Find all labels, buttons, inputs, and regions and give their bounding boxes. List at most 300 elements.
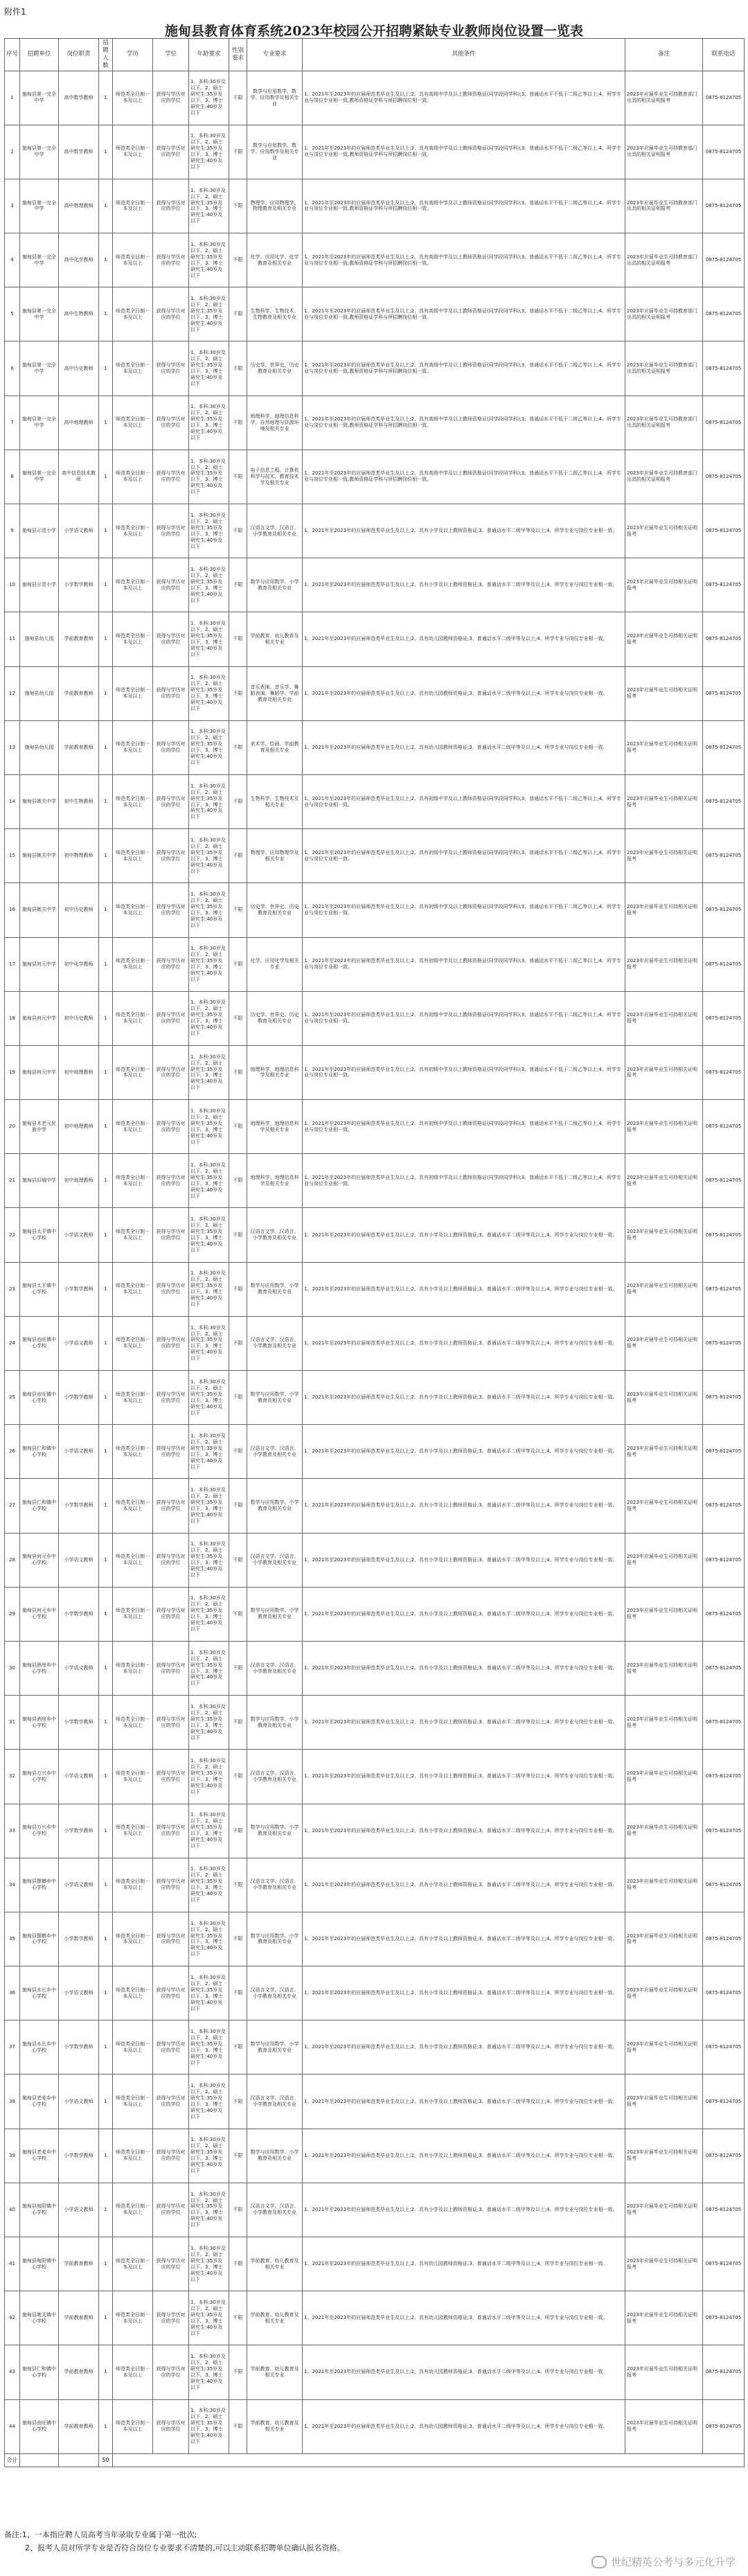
total-row <box>5 2453 745 2467</box>
row-note: 2023年应届毕业生可持相关证明报考 <box>625 2183 703 2237</box>
row-phone: 0875-8124705 <box>703 2183 745 2237</box>
row-unit: 施甸县何元中学 <box>20 991 59 1045</box>
table-row <box>5 829 745 883</box>
row-note: 2023年应届毕业生可持相关证明报考 <box>625 558 703 612</box>
row-sex: 不限 <box>229 1045 247 1099</box>
row-number: 24 <box>5 1316 20 1370</box>
row-conditions: 1、2021年至2023年的应届师范类毕业生及以上;2、具有初级中学及以上教师资格证(同学段同学科);3、普通话水平不低于二级乙等以上;4、所学专业与岗位专业相一致。 <box>303 991 625 1045</box>
row-age: 1、本科:30岁及以下。2、硕士研究生:35岁及以下。3、博士研究生:40岁及以下 <box>189 937 229 991</box>
row-age: 1、本科:30岁及以下。2、硕士研究生:35岁及以下。3、博士研究生:40岁及以下 <box>189 1641 229 1695</box>
row-sex: 不限 <box>229 1858 247 1912</box>
row-number: 19 <box>5 1045 20 1099</box>
row-phone: 0875-8124705 <box>703 991 745 1045</box>
row-count: 1 <box>99 558 113 612</box>
row-age: 1、本科:30岁及以下。2、硕士研究生:35岁及以下。3、博士研究生:40岁及以下 <box>189 2399 229 2453</box>
row-count: 1 <box>99 1533 113 1587</box>
row-note: 2023年应届毕业生可持教育部门出具的相关证明报考 <box>625 179 703 233</box>
total-label: 合计 <box>5 2453 20 2467</box>
row-education: 师范类全日制一本及以上 <box>113 937 153 991</box>
table-row <box>5 2020 745 2075</box>
row-note: 2023年应届毕业生可持相关证明报考 <box>625 1966 703 2020</box>
row-number: 14 <box>5 774 20 828</box>
row-major: 历史学、世界史、历史教育及相关专业 <box>247 341 303 396</box>
table-row <box>5 2237 745 2291</box>
row-major: 地理科学、地理信息科学及相关专业 <box>247 1100 303 1154</box>
row-major: 学前教育、幼儿教育及相关专业 <box>247 2291 303 2345</box>
row-number: 31 <box>5 1696 20 1750</box>
row-number: 18 <box>5 991 20 1045</box>
table-row <box>5 287 745 341</box>
row-note: 2023年应届毕业生可持相关证明报考 <box>625 829 703 883</box>
table-row <box>5 396 745 450</box>
row-phone: 0875-8124705 <box>703 1479 745 1533</box>
row-number: 35 <box>5 1912 20 1966</box>
row-degree: 获得与学历对应的学位 <box>153 1100 189 1154</box>
table-row <box>5 1912 745 1966</box>
row-number: 32 <box>5 1750 20 1804</box>
row-age: 1、本科:30岁及以下。2、硕士研究生:35岁及以下。3、博士研究生:40岁及以下 <box>189 774 229 828</box>
row-number: 28 <box>5 1533 20 1587</box>
row-major: 物理学、应用物理学、物理教育及相关专业 <box>247 179 303 233</box>
row-number: 41 <box>5 2237 20 2291</box>
row-note: 2023年应届毕业生可持教育部门出具的相关证明报考 <box>625 71 703 125</box>
row-post: 小学语文教师 <box>59 1533 99 1587</box>
row-age: 1、本科:30岁及以下。2、硕士研究生:35岁及以下。3、博士研究生:40岁及以下 <box>189 1912 229 1966</box>
row-degree: 获得与学历对应的学位 <box>153 666 189 720</box>
row-conditions: 1、2021年至2023年的应届师范类毕业生及以上;2、具有初级中学及以上教师资格证(同学段同学科);3、普通话水平不低于二级乙等以上;4、所学专业与岗位专业相一致。 <box>303 774 625 828</box>
row-count: 1 <box>99 450 113 504</box>
table-row <box>5 883 745 937</box>
row-sex: 不限 <box>229 2345 247 2399</box>
row-phone: 0875-8124705 <box>703 287 745 341</box>
row-note: 2023年应届毕业生可持教育部门出具的相关证明报考 <box>625 341 703 396</box>
row-age: 1、本科:30岁及以下。2、硕士研究生:35岁及以下。3、博士研究生:40岁及以下 <box>189 1208 229 1262</box>
row-degree: 获得与学历对应的学位 <box>153 720 189 774</box>
row-note: 2023年应届毕业生可持相关证明报考 <box>625 1208 703 1262</box>
row-degree: 获得与学历对应的学位 <box>153 1316 189 1370</box>
row-count: 1 <box>99 2020 113 2075</box>
row-degree: 获得与学历对应的学位 <box>153 2345 189 2399</box>
row-age: 1、本科:30岁及以下。2、硕士研究生:35岁及以下。3、博士研究生:40岁及以下 <box>189 2075 229 2129</box>
row-conditions: 1、2021年至2023年的应届师范类毕业生及以上;2、具有小学及以上教师资格证;3、普通话水平二级甲等及以上;4、所学专业与岗位专业相一致。 <box>303 1587 625 1641</box>
row-unit: 施甸县酒房乡中心学校 <box>20 1641 59 1695</box>
row-degree: 获得与学历对应的学位 <box>153 1966 189 2020</box>
row-degree: 获得与学历对应的学位 <box>153 179 189 233</box>
row-post: 小学语文教师 <box>59 2183 99 2237</box>
row-major: 汉语言文学、汉语言、小学教育及相关专业 <box>247 1533 303 1587</box>
row-count: 1 <box>99 2183 113 2237</box>
row-note: 2023年应届毕业生可持相关证明报考 <box>625 1045 703 1099</box>
row-education: 师范类全日制一本及以上 <box>113 2345 153 2399</box>
row-degree: 获得与学历对应的学位 <box>153 71 189 125</box>
row-sex: 不限 <box>229 450 247 504</box>
row-degree: 获得与学历对应的学位 <box>153 504 189 558</box>
table-row <box>5 1045 745 1099</box>
row-unit: 施甸县幼儿园 <box>20 666 59 720</box>
row-age: 1、本科:30岁及以下。2、硕士研究生:35岁及以下。3、博士研究生:40岁及以下 <box>189 2291 229 2345</box>
row-post: 学前教育教师 <box>59 2399 99 2453</box>
row-education: 师范类全日制一本及以上 <box>113 1533 153 1587</box>
row-age: 1、本科:30岁及以下。2、硕士研究生:35岁及以下。3、博士研究生:40岁及以下 <box>189 2237 229 2291</box>
row-sex: 不限 <box>229 1262 247 1316</box>
row-education: 师范类全日制一本及以上 <box>113 1587 153 1641</box>
row-post: 小学数学教师 <box>59 558 99 612</box>
row-count: 1 <box>99 2129 113 2183</box>
row-number: 5 <box>5 287 20 341</box>
row-conditions: 1、2021年至2023年的应届师范类毕业生及以上;2、具有小学及以上教师资格证;3、普通话水平二级甲等及以上;4、所学专业与岗位专业相一致。 <box>303 1696 625 1750</box>
footnotes <box>4 2528 345 2555</box>
row-unit: 施甸县水长乡中心学校 <box>20 1966 59 2020</box>
row-post: 小学数学教师 <box>59 2129 99 2183</box>
table-row <box>5 1479 745 1533</box>
row-conditions: 1、2021年至2023年的应届师范类毕业生及以上;2、具有高级中学及以上教师资格证(同学段同学科);3、普通话水平不低于二级乙等以上;4、所学专业与岗位专业相一致,教师资格证学科与所招聘岗位相一致。 <box>303 287 625 341</box>
row-conditions: 1、2021年至2023年的应届师范类毕业生及以上;2、具有幼儿园教师资格证;3、普通话水平二级甲等及以上;4、所学专业与岗位专业相一致。 <box>303 612 625 666</box>
row-sex: 不限 <box>229 612 247 666</box>
row-conditions: 1、2021年至2023年的应届师范类毕业生及以上;2、具有幼儿园教师资格证;3、普通话水平二级甲等及以上;4、所学专业与岗位专业相一致。 <box>303 2291 625 2345</box>
row-education: 师范类全日制一本及以上 <box>113 720 153 774</box>
row-note: 2023年应届毕业生可持相关证明报考 <box>625 2075 703 2129</box>
row-degree: 获得与学历对应的学位 <box>153 1750 189 1804</box>
row-note: 2023年应届毕业生可持相关证明报考 <box>625 1262 703 1316</box>
row-education: 师范类全日制一本及以上 <box>113 2399 153 2453</box>
row-sex: 不限 <box>229 937 247 991</box>
row-number: 33 <box>5 1804 20 1858</box>
row-unit: 施甸县旧城中学 <box>20 1154 59 1208</box>
row-conditions: 1、2021年至2023年的应届师范类毕业生及以上;2、具有高级中学及以上教师资格证(同学段同学科);3、普通话水平不低于二级乙等以上;4、所学专业与岗位专业相一致,教师资格证学科与所招聘岗位相一致。 <box>303 396 625 450</box>
row-note: 2023年应届毕业生可持教育部门出具的相关证明报考 <box>625 287 703 341</box>
row-education: 师范类全日制一本及以上 <box>113 1100 153 1154</box>
row-note: 2023年应届毕业生可持相关证明报考 <box>625 1154 703 1208</box>
row-number: 15 <box>5 829 20 883</box>
row-post: 小学数学教师 <box>59 1696 99 1750</box>
row-note: 2023年应届毕业生可持相关证明报考 <box>625 883 703 937</box>
table-row <box>5 1371 745 1425</box>
row-degree: 获得与学历对应的学位 <box>153 396 189 450</box>
row-sex: 不限 <box>229 1533 247 1587</box>
table-row <box>5 71 745 125</box>
row-age: 1、本科:30岁及以下。2、硕士研究生:35岁及以下。3、博士研究生:40岁及以下 <box>189 720 229 774</box>
row-number: 27 <box>5 1479 20 1533</box>
row-major: 数学与应用数学、小学教育及相关专业 <box>247 2129 303 2183</box>
row-count: 1 <box>99 341 113 396</box>
row-degree: 获得与学历对应的学位 <box>153 341 189 396</box>
row-age: 1、本科:30岁及以下。2、硕士研究生:35岁及以下。3、博士研究生:40岁及以下 <box>189 1045 229 1099</box>
row-age: 1、本科:30岁及以下。2、硕士研究生:35岁及以下。3、博士研究生:40岁及以下 <box>189 233 229 287</box>
row-unit: 施甸县第一完全中学 <box>20 179 59 233</box>
row-phone: 0875-8124705 <box>703 1912 745 1966</box>
row-unit: 施甸县酒房乡中心学校 <box>20 1696 59 1750</box>
row-degree: 获得与学历对应的学位 <box>153 1533 189 1587</box>
row-count: 1 <box>99 1100 113 1154</box>
row-education: 师范类全日制一本及以上 <box>113 2291 153 2345</box>
row-conditions: 1、2021年至2023年的应届师范类毕业生及以上;2、具有小学及以上教师资格证;3、普通话水平二级甲等及以上;4、所学专业与岗位专业相一致。 <box>303 1858 625 1912</box>
row-conditions: 1、2021年至2023年的应届师范类毕业生及以上;2、具有小学及以上教师资格证;3、普通话水平二级甲等及以上;4、所学专业与岗位专业相一致。 <box>303 1912 625 1966</box>
row-post: 学前教育教师 <box>59 666 99 720</box>
row-education: 师范类全日制一本及以上 <box>113 1371 153 1425</box>
row-sex: 不限 <box>229 774 247 828</box>
row-major: 数学与应用数学、小学教育及相关专业 <box>247 1587 303 1641</box>
row-sex: 不限 <box>229 2291 247 2345</box>
row-degree: 获得与学历对应的学位 <box>153 1371 189 1425</box>
row-education: 师范类全日制一本及以上 <box>113 1316 153 1370</box>
row-unit: 施甸县示范小学 <box>20 558 59 612</box>
row-age: 1、本科:30岁及以下。2、硕士研究生:35岁及以下。3、博士研究生:40岁及以下 <box>189 2129 229 2183</box>
table-row <box>5 1750 745 1804</box>
row-education: 师范类全日制一本及以上 <box>113 774 153 828</box>
row-major: 生物科学、生物技术、生物教育及相关专业 <box>247 287 303 341</box>
row-sex: 不限 <box>229 558 247 612</box>
row-number: 26 <box>5 1425 20 1479</box>
row-post: 初中地理教师 <box>59 1154 99 1208</box>
row-number: 36 <box>5 1966 20 2020</box>
row-conditions: 1、2021年至2023年的应届师范类毕业生及以上;2、具有初级中学及以上教师资格证(同学段同学科);3、普通话水平不低于二级乙等以上;4、所学专业与岗位专业相一致。 <box>303 1045 625 1099</box>
row-education: 师范类全日制一本及以上 <box>113 1479 153 1533</box>
row-phone: 0875-8124705 <box>703 2075 745 2129</box>
row-unit: 施甸县何元乡中心学校 <box>20 1533 59 1587</box>
row-post: 学前教育教师 <box>59 2291 99 2345</box>
row-major: 汉语言文学、汉语言、小学教育及相关专业 <box>247 1641 303 1695</box>
row-count: 1 <box>99 125 113 179</box>
row-unit: 施甸县姚关中学 <box>20 774 59 828</box>
row-number: 34 <box>5 1858 20 1912</box>
row-count: 1 <box>99 774 113 828</box>
row-degree: 获得与学历对应的学位 <box>153 612 189 666</box>
row-degree: 获得与学历对应的学位 <box>153 1262 189 1316</box>
row-note: 2023年应届毕业生可持相关证明报考 <box>625 504 703 558</box>
table-row <box>5 1966 745 2020</box>
header-cell: 序号 <box>5 39 20 71</box>
row-count: 1 <box>99 287 113 341</box>
row-degree: 获得与学历对应的学位 <box>153 774 189 828</box>
row-conditions: 1、2021年至2023年的应届师范类毕业生及以上;2、具有小学及以上教师资格证;3、普通话水平二级甲等及以上;4、所学专业与岗位专业相一致。 <box>303 2129 625 2183</box>
row-number: 22 <box>5 1208 20 1262</box>
row-major: 学前教育、幼儿教育及相关专业 <box>247 2237 303 2291</box>
row-count: 1 <box>99 1371 113 1425</box>
row-major: 汉语言文学、汉语言、小学教育及相关专业 <box>247 1316 303 1370</box>
row-phone: 0875-8124705 <box>703 2237 745 2291</box>
row-age: 1、本科:30岁及以下。2、硕士研究生:35岁及以下。3、博士研究生:40岁及以下 <box>189 2345 229 2399</box>
row-sex: 不限 <box>229 1316 247 1370</box>
row-phone: 0875-8124705 <box>703 2399 745 2453</box>
row-major: 历史学、世界史、历史教育及相关专业 <box>247 991 303 1045</box>
row-education: 师范类全日制一本及以上 <box>113 558 153 612</box>
row-sex: 不限 <box>229 1425 247 1479</box>
row-major: 汉语言文学、汉语言、小学教育及相关专业 <box>247 504 303 558</box>
row-post: 初中化学教师 <box>59 937 99 991</box>
wechat-icon <box>591 2556 607 2568</box>
row-conditions: 1、2021年至2023年的应届师范类毕业生及以上;2、具有初级中学及以上教师资格证(同学段同学科);3、普通话水平不低于二级乙等以上;4、所学专业与岗位专业相一致。 <box>303 1154 625 1208</box>
row-count: 1 <box>99 1262 113 1316</box>
row-age: 1、本科:30岁及以下。2、硕士研究生:35岁及以下。3、博士研究生:40岁及以下 <box>189 287 229 341</box>
row-unit: 施甸县水长乡中心学校 <box>20 2020 59 2075</box>
row-degree: 获得与学历对应的学位 <box>153 450 189 504</box>
row-age: 1、本科:30岁及以下。2、硕士研究生:35岁及以下。3、博士研究生:40岁及以下 <box>189 1696 229 1750</box>
row-phone: 0875-8124705 <box>703 396 745 450</box>
row-conditions: 1、2021年至2023年的应届师范类毕业生及以上;2、具有小学及以上教师资格证;3、普通话水平二级甲等及以上;4、所学专业与岗位专业相一致。 <box>303 2183 625 2237</box>
row-conditions: 1、2021年至2023年的应届师范类毕业生及以上;2、具有高级中学及以上教师资格证(同学段同学科);3、普通话水平不低于二级乙等以上;4、所学专业与岗位专业相一致,教师资格证学科与所招聘岗位相一致。 <box>303 450 625 504</box>
row-unit: 施甸县太平镇中心学校 <box>20 1208 59 1262</box>
row-education: 师范类全日制一本及以上 <box>113 1045 153 1099</box>
row-post: 学前教育教师 <box>59 720 99 774</box>
row-conditions: 1、2021年至2023年的应届师范类毕业生及以上;2、具有幼儿园教师资格证;3、普通话水平二级甲等及以上;4、所学专业与岗位专业相一致。 <box>303 720 625 774</box>
row-major: 电子信息工程、计算机科学与技术、教育技术学及相关专业 <box>247 450 303 504</box>
row-phone: 0875-8124705 <box>703 1966 745 2020</box>
row-number: 6 <box>5 341 20 396</box>
row-conditions: 1、2021年至2023年的应届师范类毕业生及以上;2、具有小学及以上教师资格证;3、普通话水平二级甲等及以上;4、所学专业与岗位专业相一致。 <box>303 1262 625 1316</box>
row-age: 1、本科:30岁及以下。2、硕士研究生:35岁及以下。3、博士研究生:40岁及以下 <box>189 341 229 396</box>
row-count: 1 <box>99 1641 113 1695</box>
row-post: 小学语文教师 <box>59 1858 99 1912</box>
row-unit: 施甸县仁和镇中心学校 <box>20 1479 59 1533</box>
row-post: 学前教育教师 <box>59 2237 99 2291</box>
positions-table <box>4 38 745 2467</box>
row-count: 1 <box>99 1750 113 1804</box>
row-unit: 施甸县木老元民族中学 <box>20 1100 59 1154</box>
row-note: 2023年应届毕业生可持相关证明报考 <box>625 2020 703 2075</box>
row-age: 1、本科:30岁及以下。2、硕士研究生:35岁及以下。3、博士研究生:40岁及以下 <box>189 1479 229 1533</box>
row-sex: 不限 <box>229 1371 247 1425</box>
header-cell: 学历 <box>113 39 153 71</box>
row-sex: 不限 <box>229 1696 247 1750</box>
total-empty-cell <box>59 2453 99 2467</box>
table-row <box>5 2345 745 2399</box>
row-age: 1、本科:30岁及以下。2、硕士研究生:35岁及以下。3、博士研究生:40岁及以下 <box>189 1154 229 1208</box>
row-conditions: 1、2021年至2023年的应届师范类毕业生及以上;2、具有初级中学及以上教师资格证(同学段同学科);3、普通话水平不低于二级乙等以上;4、所学专业与岗位专业相一致。 <box>303 1100 625 1154</box>
row-education: 师范类全日制一本及以上 <box>113 1425 153 1479</box>
row-education: 师范类全日制一本及以上 <box>113 1750 153 1804</box>
row-education: 师范类全日制一本及以上 <box>113 883 153 937</box>
row-count: 1 <box>99 1316 113 1370</box>
row-conditions: 1、2021年至2023年的应届师范类毕业生及以上;2、具有初级中学及以上教师资格证(同学段同学科);3、普通话水平不低于二级乙等以上;4、所学专业与岗位专业相一致。 <box>303 883 625 937</box>
row-education: 师范类全日制一本及以上 <box>113 1154 153 1208</box>
row-major: 音乐表演、音乐学、舞蹈表演、舞蹈学、学前教育及相关专业 <box>247 666 303 720</box>
table-row <box>5 612 745 666</box>
table-row <box>5 991 745 1045</box>
row-count: 1 <box>99 2345 113 2399</box>
row-unit: 施甸县万兴乡中心学校 <box>20 1804 59 1858</box>
row-sex: 不限 <box>229 1154 247 1208</box>
row-unit: 施甸县何元乡中心学校 <box>20 1587 59 1641</box>
row-degree: 获得与学历对应的学位 <box>153 2020 189 2075</box>
row-sex: 不限 <box>229 179 247 233</box>
row-note: 2023年应届毕业生可持相关证明报考 <box>625 1641 703 1695</box>
row-education: 师范类全日制一本及以上 <box>113 1641 153 1695</box>
row-note: 2023年应届毕业生可持相关证明报考 <box>625 937 703 991</box>
header-cell: 专业要求 <box>247 39 303 71</box>
row-age: 1、本科:30岁及以下。2、硕士研究生:35岁及以下。3、博士研究生:40岁及以下 <box>189 504 229 558</box>
row-number: 13 <box>5 720 20 774</box>
row-education: 师范类全日制一本及以上 <box>113 1208 153 1262</box>
row-sex: 不限 <box>229 666 247 720</box>
row-phone: 0875-8124705 <box>703 1262 745 1316</box>
row-phone: 0875-8124705 <box>703 883 745 937</box>
row-post: 初中地理教师 <box>59 1100 99 1154</box>
row-post: 高中数学教师 <box>59 71 99 125</box>
table-row <box>5 1262 745 1316</box>
row-unit: 施甸县仁和镇中心学校 <box>20 1425 59 1479</box>
table-row <box>5 558 745 612</box>
row-sex: 不限 <box>229 341 247 396</box>
row-sex: 不限 <box>229 1804 247 1858</box>
row-education: 师范类全日制一本及以上 <box>113 1262 153 1316</box>
row-number: 39 <box>5 2129 20 2183</box>
row-sex: 不限 <box>229 1912 247 1966</box>
table-row <box>5 720 745 774</box>
row-conditions: 1、2021年至2023年的应届师范类毕业生及以上;2、具有高级中学及以上教师资格证(同学段同学科);3、普通话水平不低于二级乙等以上;4、所学专业与岗位专业相一致,教师资格证学科与所招聘岗位相一致。 <box>303 125 625 179</box>
row-number: 21 <box>5 1154 20 1208</box>
row-phone: 0875-8124705 <box>703 829 745 883</box>
row-degree: 获得与学历对应的学位 <box>153 2237 189 2291</box>
row-post: 学前教育教师 <box>59 612 99 666</box>
row-major: 汉语言文学、汉语言、小学教育及相关专业 <box>247 2075 303 2129</box>
row-number: 38 <box>5 2075 20 2129</box>
row-phone: 0875-8124705 <box>703 1804 745 1858</box>
row-phone: 0875-8124705 <box>703 1100 745 1154</box>
row-post: 小学语文教师 <box>59 504 99 558</box>
row-phone: 0875-8124705 <box>703 1316 745 1370</box>
row-sex: 不限 <box>229 1208 247 1262</box>
row-degree: 获得与学历对应的学位 <box>153 125 189 179</box>
row-sex: 不限 <box>229 1587 247 1641</box>
row-conditions: 1、2021年至2023年的应届师范类毕业生及以上;2、具有小学及以上教师资格证;3、普通话水平二级甲等及以上;4、所学专业与岗位专业相一致。 <box>303 1371 625 1425</box>
row-age: 1、本科:30岁及以下。2、硕士研究生:35岁及以下。3、博士研究生:40岁及以下 <box>189 125 229 179</box>
row-age: 1、本科:30岁及以下。2、硕士研究生:35岁及以下。3、博士研究生:40岁及以下 <box>189 2020 229 2075</box>
row-age: 1、本科:30岁及以下。2、硕士研究生:35岁及以下。3、博士研究生:40岁及以下 <box>189 450 229 504</box>
row-post: 小学数学教师 <box>59 2020 99 2075</box>
row-note: 2023年应届毕业生可持相关证明报考 <box>625 1479 703 1533</box>
row-unit: 施甸县由旺镇中心学校 <box>20 1316 59 1370</box>
row-education: 师范类全日制一本及以上 <box>113 2129 153 2183</box>
row-sex: 不限 <box>229 396 247 450</box>
row-age: 1、本科:30岁及以下。2、硕士研究生:35岁及以下。3、博士研究生:40岁及以下 <box>189 1587 229 1641</box>
row-major: 学前教育、幼儿教育及相关专业 <box>247 612 303 666</box>
row-education: 师范类全日制一本及以上 <box>113 991 153 1045</box>
row-post: 小学语文教师 <box>59 1208 99 1262</box>
row-degree: 获得与学历对应的学位 <box>153 287 189 341</box>
row-education: 师范类全日制一本及以上 <box>113 2183 153 2237</box>
row-number: 30 <box>5 1641 20 1695</box>
row-number: 8 <box>5 450 20 504</box>
row-age: 1、本科:30岁及以下。2、硕士研究生:35岁及以下。3、博士研究生:40岁及以下 <box>189 1966 229 2020</box>
row-sex: 不限 <box>229 287 247 341</box>
row-education: 师范类全日制一本及以上 <box>113 1912 153 1966</box>
header-cell: 联系电话 <box>703 39 745 71</box>
row-note: 2023年应届毕业生可持教育部门出具的相关证明报考 <box>625 396 703 450</box>
row-unit: 施甸县万兴乡中心学校 <box>20 1750 59 1804</box>
row-conditions: 1、2021年至2023年的应届师范类毕业生及以上;2、具有幼儿园教师资格证;3、普通话水平二级甲等及以上;4、所学专业与岗位专业相一致。 <box>303 2345 625 2399</box>
header-cell: 年龄要求 <box>189 39 229 71</box>
page-title: 施甸县教育体育系统2023年校园公开招聘紧缺专业教师岗位设置一览表 <box>165 24 583 39</box>
row-phone: 0875-8124705 <box>703 1587 745 1641</box>
table-row <box>5 1858 745 1912</box>
row-major: 化学、应用化学、化学教育及相关专业 <box>247 233 303 287</box>
row-phone: 0875-8124705 <box>703 937 745 991</box>
positions-table-wrapper <box>4 38 744 2467</box>
footnote-line: 2、报考人员对所学专业是否符合岗位专业要求不清楚的,可以主动联系招聘单位确认报名资格。 <box>25 2543 345 2553</box>
row-post: 初中物理教师 <box>59 829 99 883</box>
row-count: 1 <box>99 1154 113 1208</box>
row-degree: 获得与学历对应的学位 <box>153 1425 189 1479</box>
row-major: 学前教育、幼儿教育及相关专业 <box>247 2345 303 2399</box>
table-row <box>5 504 745 558</box>
watermark <box>591 2555 736 2569</box>
table-row <box>5 2075 745 2129</box>
row-post: 小学数学教师 <box>59 1804 99 1858</box>
row-major: 数学与应用数学、小学教育及相关专业 <box>247 1371 303 1425</box>
row-sex: 不限 <box>229 125 247 179</box>
row-phone: 0875-8124705 <box>703 1533 745 1587</box>
row-post: 小学数学教师 <box>59 1262 99 1316</box>
